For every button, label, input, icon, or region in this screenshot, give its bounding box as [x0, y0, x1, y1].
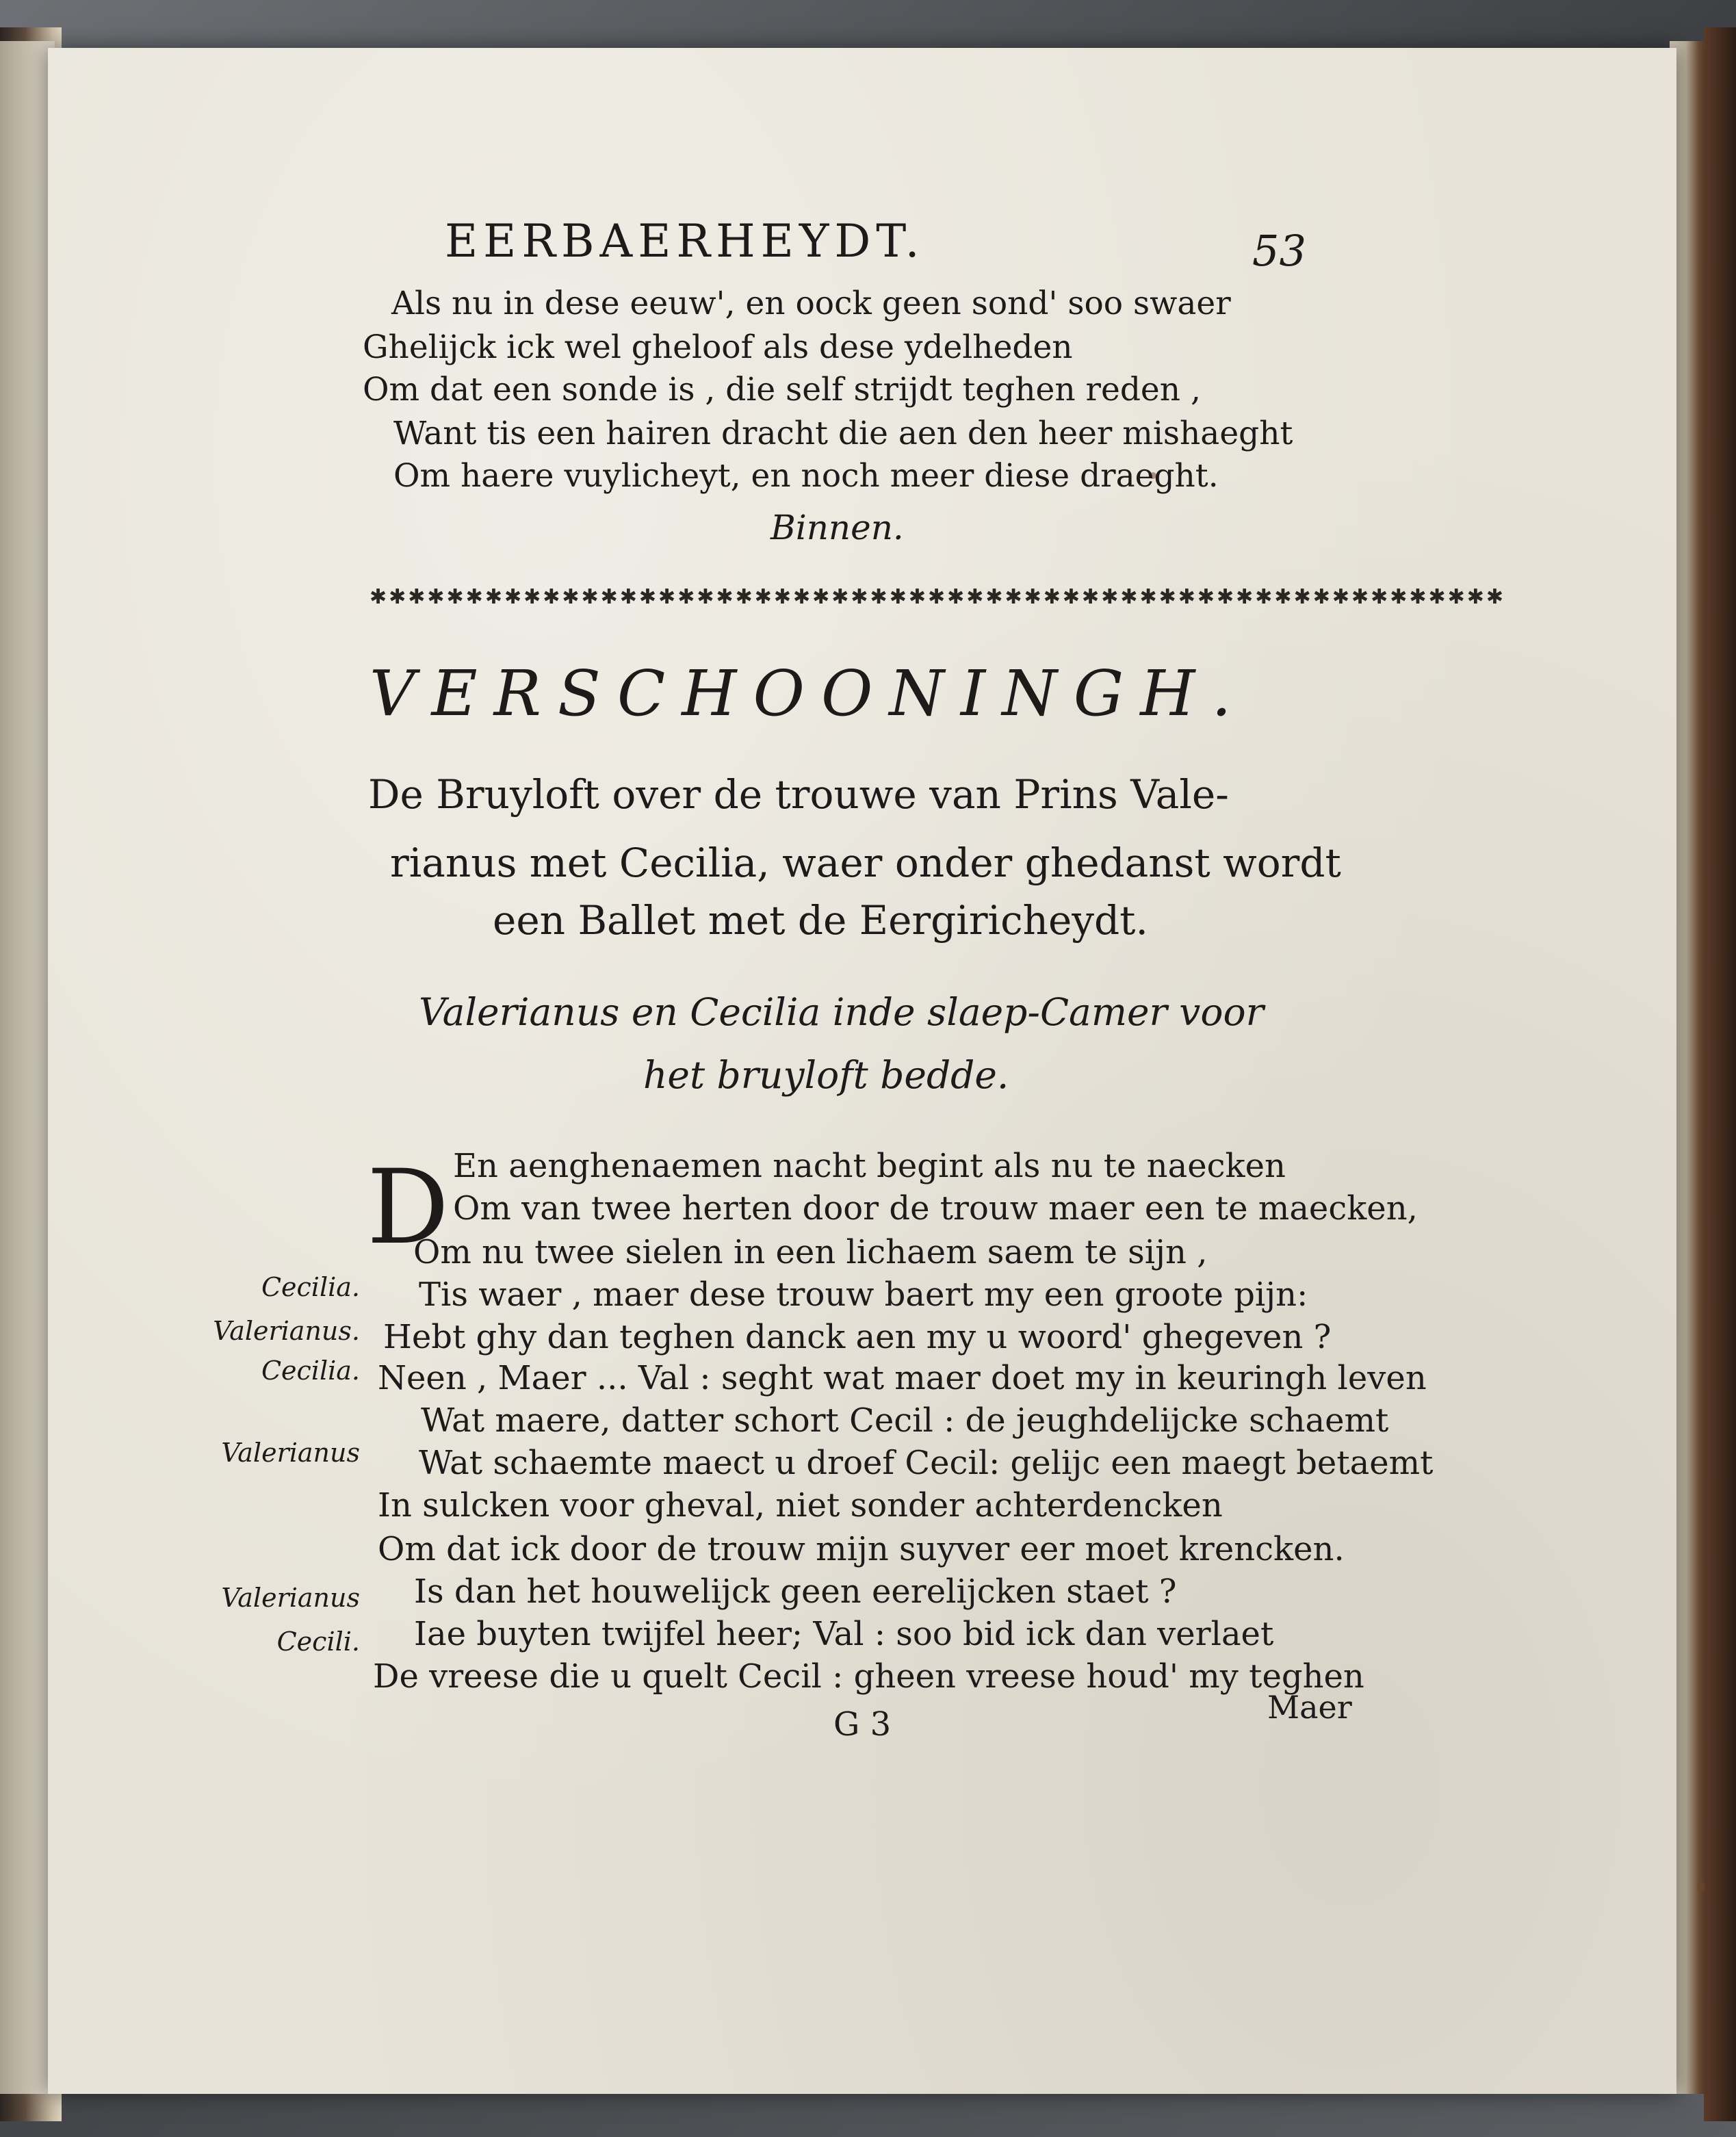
verse-line: Om dat een sonde is , die self strijdt teghen reden ,: [363, 371, 1201, 409]
ornament-rule: ✱✱✱✱✱✱✱✱✱✱✱✱✱✱✱✱✱✱✱✱✱✱✱✱✱✱✱✱✱✱✱✱✱✱✱✱✱✱✱✱✱✱✱✱✱✱✱✱✱✱✱✱✱✱✱✱✱✱✱: [370, 585, 1506, 609]
book-cover: [1704, 27, 1736, 2121]
stage-direction-line: Valerianus en Cecilia inde slaep-Camer voor: [419, 990, 1264, 1034]
dialogue-line: Wat maere, datter schort Cecil : de jeughdelijcke schaemt: [421, 1401, 1389, 1440]
running-head: EERBAERHEYDT.: [445, 215, 925, 268]
stage-direction-line: het bruyloft bedde.: [643, 1053, 1009, 1097]
signature-mark: G 3: [833, 1705, 892, 1744]
page-number: 53: [1252, 226, 1306, 276]
section-description-line: rianus met Cecilia, waer onder ghedanst wordt: [390, 840, 1341, 886]
verse-signoff: Binnen.: [770, 508, 904, 547]
section-description-line: De Bruyloft over de trouwe van Prins Vale-: [368, 771, 1229, 818]
dialogue-line: Neen , Maer ... Val : seght wat maer doet my in keuringh leven: [378, 1359, 1427, 1397]
section-description-line: een Ballet met de Eergiricheydt.: [493, 897, 1148, 944]
dialogue-line: Iae buyten twijfel heer; Val : soo bid ick dan verlaet: [414, 1615, 1274, 1653]
dialogue-line: In sulcken voor gheval, niet sonder achterdencken: [378, 1486, 1223, 1525]
speaker-label: Valerianus: [221, 1583, 360, 1613]
dialogue-line: Om dat ick door de trouw mijn suyver eer moet krencken.: [378, 1530, 1345, 1568]
dialogue-line: Tis waer , maer dese trouw baert my een groote pijn:: [419, 1275, 1308, 1314]
drop-cap: D: [367, 1148, 450, 1267]
speaker-label: Cecilia.: [261, 1272, 360, 1302]
facing-page-edge: [0, 41, 55, 2094]
dialogue-line: Is dan het houwelijck geen eerelijcken staet ?: [414, 1572, 1177, 1611]
dialogue-line: Hebt ghy dan teghen danck aen my u woord' ghegeven ?: [383, 1318, 1332, 1356]
verse-line: Om haere vuylicheyt, en noch meer diese draeght.: [393, 457, 1219, 495]
verse-line: Als nu in dese eeuw', en oock geen sond' soo swaer: [391, 285, 1231, 322]
catchword: Maer: [1267, 1689, 1352, 1726]
foxing-spot: [1697, 1882, 1705, 1891]
dialogue-line: Wat schaemte maect u droef Cecil: gelijc een maegt betaemt: [419, 1444, 1434, 1482]
dialogue-line: Om nu twee sielen in een lichaem saem te sijn ,: [413, 1233, 1208, 1271]
section-title: VERSCHOONINGH.: [370, 657, 1248, 730]
dialogue-line: En aenghenaemen nacht begint als nu te naecken: [453, 1147, 1286, 1185]
speaker-label: Valerianus: [221, 1438, 360, 1468]
verse-line: Ghelijck ick wel gheloof als dese ydelheden: [363, 328, 1073, 366]
speaker-label: Cecili.: [276, 1627, 360, 1657]
dialogue-line: De vreese die u quelt Cecil : gheen vreese houd' my teghen: [373, 1657, 1364, 1696]
verse-line: Want tis een hairen dracht die aen den heer mishaeght: [393, 415, 1293, 452]
speaker-label: Cecilia.: [261, 1356, 360, 1386]
dialogue-line: Om van twee herten door de trouw maer een te maecken,: [453, 1189, 1418, 1228]
speaker-label: Valerianus.: [213, 1316, 360, 1346]
